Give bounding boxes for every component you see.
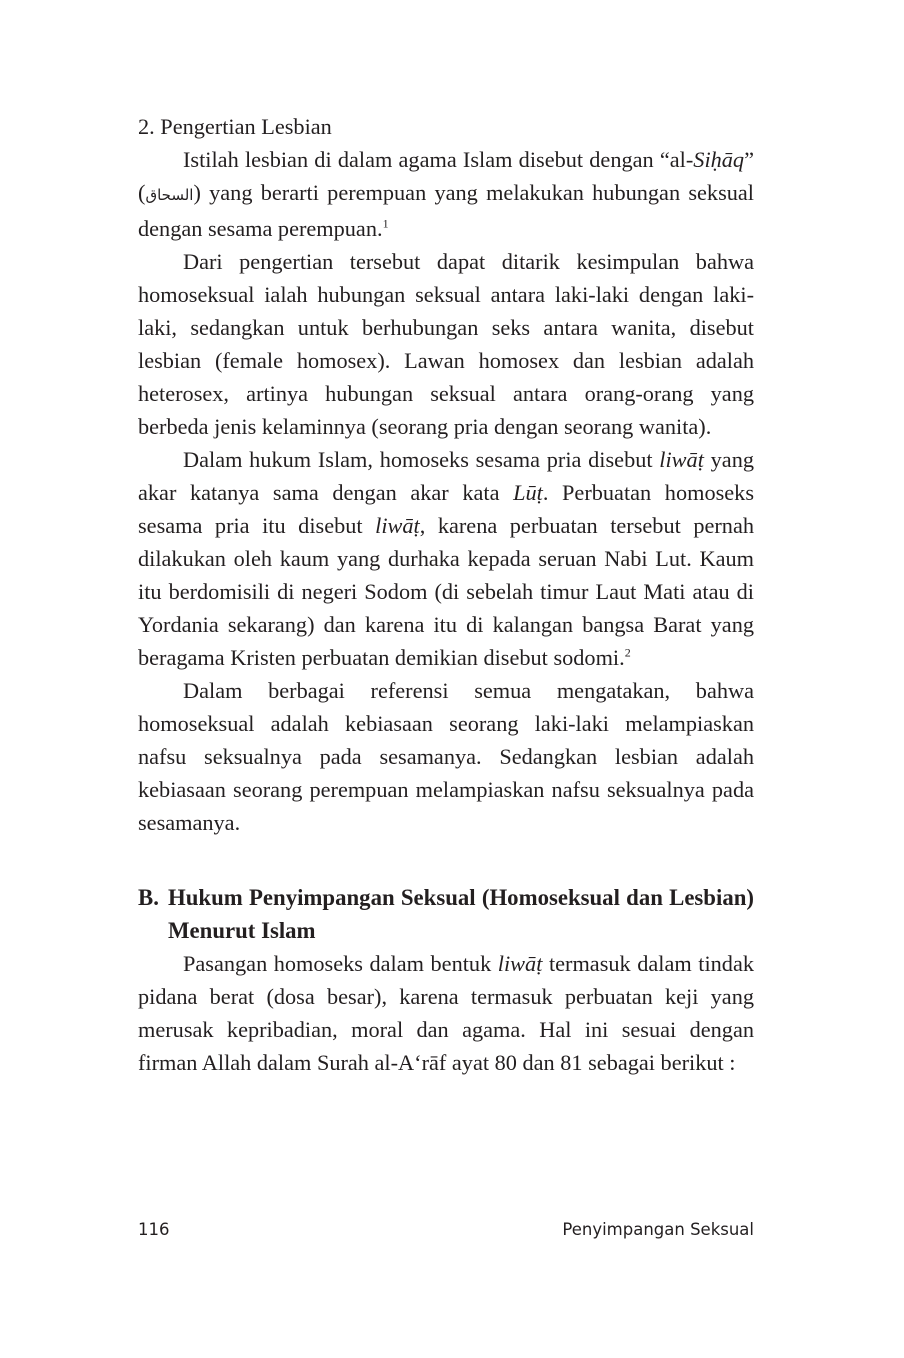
subheading-lesbian: 2. Pengertian Lesbian (138, 114, 332, 139)
page-footer (138, 1220, 754, 1248)
term-liwat: liwāṭ (497, 951, 543, 976)
paragraph-definition (138, 143, 754, 245)
term-liwat: liwāṭ (659, 447, 704, 472)
text-span: Dalam hukum Islam, homoseks sesama pria disebut (183, 447, 660, 472)
page-number: 116 (138, 1220, 170, 1239)
paragraph-law (138, 947, 754, 1079)
term-sihaq: Siḥāq (693, 147, 745, 172)
section-heading-text: Hukum Penyimpangan Seksual (Homoseksual dan Lesbian) Menurut Islam (168, 885, 754, 943)
paragraph-references: Dalam berbagai referensi semua mengatakan, bahwa homoseksual adalah kebiasaan seorang laki-laki melampiaskan nafsu seksualnya pada sesamanya. Sedangkan lesbian adalah kebiasaan seorang perempuan melampiaskan nafsu seksualnya pada sesamanya. (138, 678, 754, 835)
text-span: ” ( (138, 147, 754, 205)
text-span: . Perbuatan homoseks sesama pria itu disebut (138, 480, 754, 538)
paragraph-liwat (138, 443, 754, 674)
text-span: , karena perbuatan tersebut pernah dilakukan oleh kaum yang durhaka kepada seruan Nabi Lut. Kaum itu berdomisili di negeri Sodom (di sebelah timur Laut Mati atau di Yordania sekarang) dan karena itu di kalangan bangsa Barat yang beragama Kristen perbuatan demikian disebut sodomi. (138, 513, 754, 670)
footnote-ref: 2 (624, 645, 631, 660)
paragraph-conclusion: Dari pengertian tersebut dapat ditarik kesimpulan bahwa homoseksual ialah hubungan seksual antara laki-laki dengan laki-laki, sedangkan untuk berhubungan seks antara wanita, disebut lesbian (female homosex). Lawan homosex dan lesbian adalah heterosex, artinya hubungan seksual antara orang-orang yang berbeda jenis kelaminnya (seorang pria dengan seorang wanita). (138, 249, 754, 439)
term-liwat: liwāṭ (375, 513, 420, 538)
text-span: yang akar katanya sama dengan akar kata (138, 447, 754, 505)
footnote-ref: 1 (382, 216, 389, 231)
arabic-term: السحاق (145, 186, 194, 204)
section-heading-b (138, 881, 754, 947)
text-span: Pasangan homoseks dalam bentuk (183, 951, 498, 976)
section-number: B. (138, 885, 159, 910)
page-body (138, 110, 754, 1079)
text-span: ) yang berarti perempuan yang melakukan hubungan seksual dengan sesama perempuan. (138, 180, 754, 241)
running-title: Penyimpangan Seksual (562, 1220, 754, 1239)
term-lut: Lūṭ (513, 480, 543, 505)
text-span: termasuk dalam tindak pidana berat (dosa besar), karena termasuk perbuatan keji yang merusak kepribadian, moral dan agama. Hal ini sesuai dengan firman Allah dalam Surah al-A‘rāf ayat 80 dan 81 sebagai berikut : (138, 951, 754, 1075)
text-span: Istilah lesbian di dalam agama Islam disebut dengan “al- (183, 147, 694, 172)
